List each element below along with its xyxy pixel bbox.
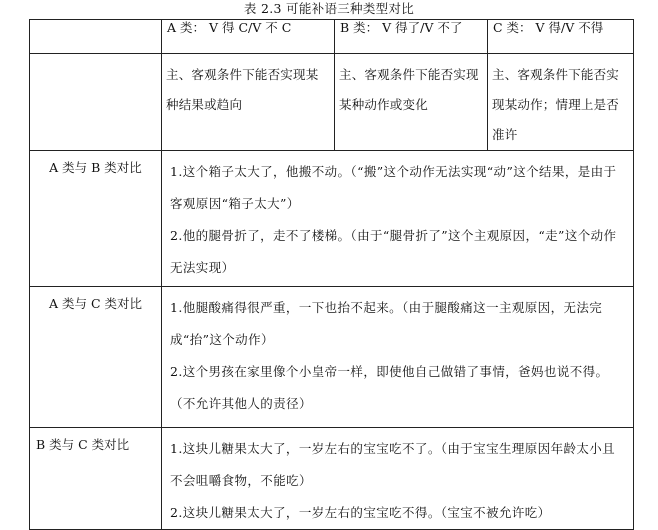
row-label-a-vs-b: A 类与 B 类对比: [30, 151, 162, 287]
description-cell-c: [488, 54, 634, 151]
header-col-b: [335, 20, 488, 54]
description-row: [30, 54, 634, 151]
description-empty-cell: [30, 54, 162, 151]
header-col-a-label: A 类： V 得 C/V 不 C: [167, 20, 292, 35]
row-label-a-vs-c: A 类与 C 类对比: [30, 287, 162, 428]
row-content-a-vs-c: [162, 287, 634, 428]
row-content-b-vs-c: [162, 428, 634, 530]
example-item: 2.这个男孩在家里像个小皇帝一样，即使他自己做错了事情，爸妈也说不得。（不允许其他人的责径）: [170, 364, 609, 411]
row-content-a-vs-b: [162, 151, 634, 287]
example-item: 1.这块儿糖果太大了，一岁左右的宝宝吃不了。（由于宝宝生理原因年龄太小且不会咀嚼食物，不能吃）: [170, 441, 616, 488]
table-row: [30, 151, 634, 287]
description-b-text: 主、客观条件下能否实现某种动作或变化: [339, 67, 479, 112]
description-a-text: 主、客观条件下能否实现某种结果或趋向: [166, 67, 319, 112]
table-row: [30, 428, 634, 530]
comparison-table: [29, 19, 634, 530]
description-c-text: 主、客观条件下能否实现某动作；情理上是否准许: [492, 67, 620, 142]
table-row: [30, 287, 634, 428]
header-empty-cell: [30, 20, 162, 54]
example-item: 2.他的腿骨折了，走不了楼梯。（由于“腿骨折了”这个主观原因，“走”这个动作无法实现）: [170, 228, 617, 275]
header-col-c: [488, 20, 634, 54]
description-cell-b: [335, 54, 488, 151]
header-col-c-label: C 类： V 得/V 不得: [493, 20, 604, 35]
header-col-a: [162, 20, 335, 54]
description-cell-a: [162, 54, 335, 151]
example-item: 1.他腿酸痛得很严重，一下也抬不起来。（由于腿酸痛这一主观原因，无法完成“抬”这个动作）: [170, 300, 603, 347]
row-label-b-vs-c: B 类与 C 类对比: [30, 428, 162, 530]
table-caption: 表 2.3 可能补语三种类型对比: [243, 1, 415, 16]
example-item: 1.这个箱子太大了，他搬不动。（“搬”这个动作无法实现“动”这个结果，是由于客观原因“箱子太大”）: [170, 164, 617, 211]
header-col-b-label: B 类： V 得了/V 不了: [340, 20, 463, 35]
table-header-row: [30, 20, 634, 54]
example-item: 2.这块儿糖果太大了，一岁左右的宝宝吃不得。（宝宝不被允许吃）: [170, 505, 551, 520]
